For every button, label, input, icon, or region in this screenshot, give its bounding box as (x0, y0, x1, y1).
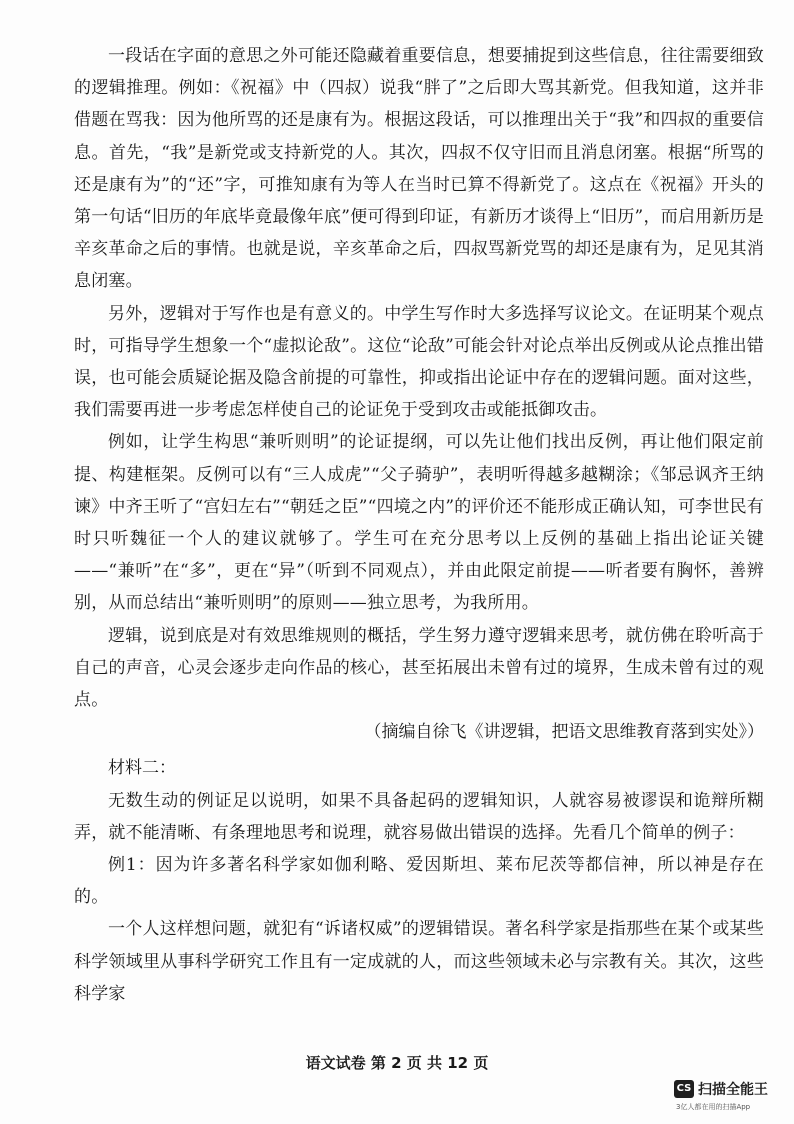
page-footer: 语文试卷 第 2 页 共 12 页 (305, 1054, 489, 1072)
watermark-tagline: 3亿人都在用的扫描App (676, 1103, 751, 1111)
page-content (74, 40, 764, 1010)
paragraph-inference: 一段话在字面的意思之外可能还隐藏着重要信息，想要捕捉到这些信息，往往需要细致的逻辑推理。例如：《祝福》中（四叔）说我“胖了”之后即大骂其新党。但我知道，这并非借题在骂我：因为他所骂的还是康有为。根据这段话，可以推理出关于“我”和四叔的重要信息。首先，“我”是新党或支持新党的人。其次，四叔不仅守旧而且消息闭塞。根据“所骂的还是康有为”的“还”字，可推知康有为等人在当时已算不得新党了。这点在《祝福》开头的第一句话“旧历的年底毕竟最像年底”便可得到印证，有新历才谈得上“旧历”，而启用新历是辛亥革命之后的事情。也就是说，辛亥革命之后，四叔骂新党骂的却还是康有为，足见其消息闭塞。 (74, 46, 764, 292)
paragraph-authority-fallacy: 一个人这样想问题，就犯有“诉诸权威”的逻辑错误。著名科学家是指那些在某个或某些科学领域里从事科学研究工作且有一定成就的人，而这些领域未必与宗教有关。其次，这些科学家 (74, 919, 764, 1004)
paragraph-summary: 逻辑，说到底是对有效思维规则的概括，学生努力遵守逻辑来思考，就仿佛在聆听高于自己的声音，心灵会逐步走向作品的核心，甚至拓展出未曾有过的境界，生成未曾有过的观点。 (74, 625, 764, 711)
paragraph-example-one: 例1：因为许多著名科学家如伽利略、爱因斯坦、莱布尼茨等都信神，所以神是存在的。 (74, 855, 764, 908)
camscanner-logo-icon: CS (674, 1080, 694, 1098)
paragraph-material-intro: 无数生动的例证足以说明，如果不具备起码的逻辑知识，人就容易被谬误和诡辩所糊弄，就不能清晰、有条理地思考和说理，就容易做出错误的选择。先看几个简单的例子： (74, 790, 764, 843)
watermark-app-name: 扫描全能王 (698, 1082, 768, 1098)
source-citation: （摘编自徐飞《讲逻辑，把语文思维教育落到实处》） (364, 722, 764, 743)
paragraph-example: 例如，让学生构思“兼听则明”的论证提纲，可以先让他们找出反例，再让他们限定前提、构建框架。反例可以有“三人成虎”“父子骑驴”，表明听得越多越糊涂；《邹忌讽齐王纳谏》中齐王听了“宫妇左右”“朝廷之臣”“四境之内”的评价还不能形成正确认知，可李世民有时只听魏征一个人的建议就够了。学生可在充分思考以上反例的基础上指出论证关键——“兼听”在“多”，更在“异”（听到不同观点），并由此限定前提——听者要有胸怀，善辨别，从而总结出“兼听则明”的原则——独立思考，为我所用。 (74, 432, 764, 614)
paragraph-writing: 另外，逻辑对于写作也是有意义的。中学生写作时大多选择写议论文。在证明某个观点时，可指导学生想象一个“虚拟论敌”。这位“论敌”可能会针对论点举出反例或从论点推出错误，也可能会质疑论据及隐含前提的可靠性，抑或指出论证中存在的逻辑问题。面对这些，我们需要再进一步考虑怎样使自己的论证免于受到攻击或能抵御攻击。 (74, 303, 764, 421)
material-two-heading: 材料二： (108, 758, 176, 779)
scanner-watermark (674, 1076, 784, 1116)
